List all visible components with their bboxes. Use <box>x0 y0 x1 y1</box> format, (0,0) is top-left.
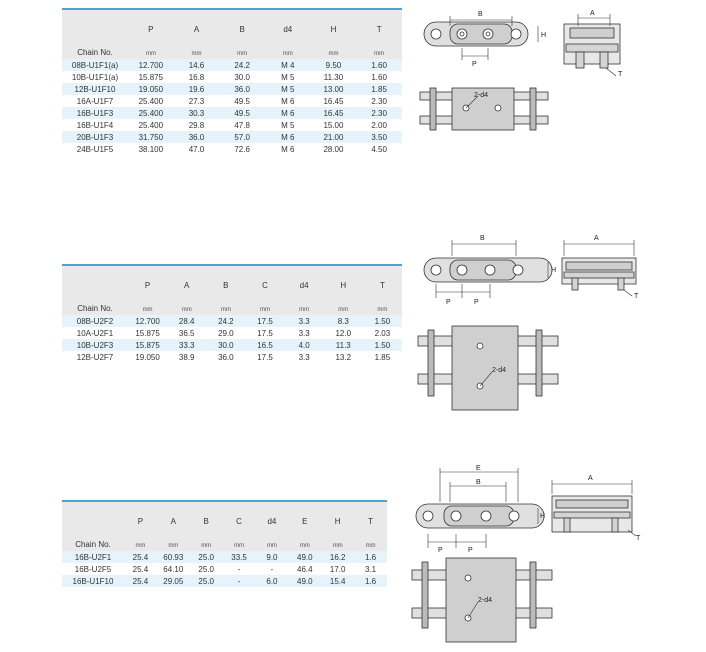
value-cell: 16.45 <box>311 95 357 107</box>
value-cell: 19.050 <box>128 351 167 363</box>
value-cell: 2.00 <box>356 119 402 131</box>
unit-cell: mm <box>288 540 321 551</box>
unit-cell: mm <box>206 304 245 315</box>
chain-no-cell: 10B-U1F1(a) <box>62 71 128 83</box>
value-cell: 30.0 <box>219 71 265 83</box>
value-cell: 29.0 <box>206 327 245 339</box>
value-cell: - <box>223 563 256 575</box>
value-cell: M 6 <box>265 95 311 107</box>
column-header: H <box>321 502 354 540</box>
chain-no-cell: 10B-U2F3 <box>62 339 128 351</box>
column-header: C <box>245 266 284 304</box>
column-header: H <box>311 10 357 48</box>
value-cell: 25.0 <box>190 575 223 587</box>
table-row <box>62 107 402 119</box>
value-cell: 36.5 <box>167 327 206 339</box>
value-cell: 36.0 <box>206 351 245 363</box>
value-cell: 3.3 <box>285 315 324 327</box>
chain-no-cell: 16B-U1F4 <box>62 119 128 131</box>
dim-label-b: B <box>478 11 483 18</box>
value-cell: 17.5 <box>245 315 284 327</box>
table-row <box>62 95 402 107</box>
value-cell: 1.50 <box>363 339 402 351</box>
table-row <box>62 71 402 83</box>
column-header: d4 <box>256 502 289 540</box>
value-cell: 31.750 <box>128 131 174 143</box>
value-cell: 30.3 <box>174 107 220 119</box>
chain-no-cell: 16B-U1F10 <box>62 575 124 587</box>
value-cell: 46.4 <box>288 563 321 575</box>
chain-no-cell: 16B-U1F3 <box>62 107 128 119</box>
column-header: T <box>356 10 402 48</box>
unit-cell: mm <box>128 304 167 315</box>
column-header: d4 <box>285 266 324 304</box>
value-cell: 25.4 <box>124 551 157 563</box>
value-cell: 33.5 <box>223 551 256 563</box>
dim-label-p: P <box>468 547 473 554</box>
unit-cell: mm <box>311 48 357 59</box>
value-cell: 12.700 <box>128 59 174 71</box>
value-cell: 47.8 <box>219 119 265 131</box>
value-cell: M 5 <box>265 71 311 83</box>
chain-no-cell: 16B-U2F1 <box>62 551 124 563</box>
value-cell: 1.6 <box>354 575 387 587</box>
chain-no-header: Chain No. <box>62 10 128 59</box>
dim-label-p: P <box>474 299 479 306</box>
chain-diagram-2 <box>406 226 706 416</box>
value-cell: - <box>256 563 289 575</box>
spec-table-3 <box>62 502 387 587</box>
unit-cell: mm <box>285 304 324 315</box>
spec-table-1 <box>62 10 402 155</box>
value-cell: 13.00 <box>311 83 357 95</box>
value-cell: M 6 <box>265 143 311 155</box>
value-cell: 49.0 <box>288 575 321 587</box>
value-cell: 24.2 <box>219 59 265 71</box>
value-cell: 21.00 <box>311 131 357 143</box>
value-cell: - <box>223 575 256 587</box>
value-cell: 25.0 <box>190 563 223 575</box>
value-cell: 15.875 <box>128 339 167 351</box>
value-cell: 3.3 <box>285 327 324 339</box>
dim-label-t: T <box>636 535 641 542</box>
dim-label-h: H <box>551 267 557 274</box>
value-cell: M 4 <box>265 59 311 71</box>
value-cell: 30.0 <box>206 339 245 351</box>
value-cell: 9.0 <box>256 551 289 563</box>
value-cell: 36.0 <box>174 131 220 143</box>
chain-no-cell: 16A-U1F7 <box>62 95 128 107</box>
column-header: T <box>363 266 402 304</box>
value-cell: 2.03 <box>363 327 402 339</box>
unit-cell: mm <box>167 304 206 315</box>
table-row <box>62 551 387 563</box>
value-cell: 36.0 <box>219 83 265 95</box>
table-row <box>62 575 387 587</box>
chain-no-cell: 08B-U1F1(a) <box>62 59 128 71</box>
spec-table-2 <box>62 266 402 363</box>
dim-label-a: A <box>594 235 599 242</box>
dim-label-p: P <box>446 299 451 306</box>
table-row <box>62 59 402 71</box>
value-cell: 12.0 <box>324 327 363 339</box>
value-cell: M 6 <box>265 131 311 143</box>
chain-no-cell: 10A-U2F1 <box>62 327 128 339</box>
chain-no-header: Chain No. <box>62 266 128 315</box>
value-cell: 4.0 <box>285 339 324 351</box>
column-header: P <box>124 502 157 540</box>
value-cell: 3.50 <box>356 131 402 143</box>
value-cell: 1.60 <box>356 59 402 71</box>
value-cell: 2.30 <box>356 107 402 119</box>
value-cell: 72.6 <box>219 143 265 155</box>
value-cell: 8.3 <box>324 315 363 327</box>
value-cell: 9.50 <box>311 59 357 71</box>
dim-label-b: B <box>480 235 485 242</box>
dim-label-t: T <box>634 293 639 300</box>
value-cell: 14.6 <box>174 59 220 71</box>
value-cell: 19.6 <box>174 83 220 95</box>
value-cell: 1.60 <box>356 71 402 83</box>
chain-no-cell: 12B-U1F10 <box>62 83 128 95</box>
column-header: A <box>174 10 220 48</box>
value-cell: 1.50 <box>363 315 402 327</box>
value-cell: 1.85 <box>356 83 402 95</box>
table-row <box>62 351 402 363</box>
value-cell: 19.050 <box>128 83 174 95</box>
column-header: B <box>206 266 245 304</box>
value-cell: 49.5 <box>219 107 265 119</box>
value-cell: 15.875 <box>128 71 174 83</box>
chain-no-cell: 24B-U1F5 <box>62 143 128 155</box>
dim-label-a: A <box>588 475 593 482</box>
value-cell: 49.5 <box>219 95 265 107</box>
value-cell: 49.0 <box>288 551 321 563</box>
value-cell: 3.1 <box>354 563 387 575</box>
value-cell: 15.00 <box>311 119 357 131</box>
value-cell: M 5 <box>265 83 311 95</box>
value-cell: 25.4 <box>124 563 157 575</box>
value-cell: 3.3 <box>285 351 324 363</box>
value-cell: 25.4 <box>124 575 157 587</box>
table-row <box>62 143 402 155</box>
value-cell: M 6 <box>265 107 311 119</box>
value-cell: 15.875 <box>128 327 167 339</box>
dim-label-h: H <box>540 513 546 520</box>
value-cell: 16.2 <box>321 551 354 563</box>
unit-cell: mm <box>363 304 402 315</box>
unit-cell: mm <box>354 540 387 551</box>
dim-label-a: A <box>590 10 595 17</box>
unit-cell: mm <box>324 304 363 315</box>
value-cell: 11.30 <box>311 71 357 83</box>
value-cell: 28.4 <box>167 315 206 327</box>
value-cell: 2.30 <box>356 95 402 107</box>
chain-no-cell: 20B-U1F3 <box>62 131 128 143</box>
unit-cell: mm <box>256 540 289 551</box>
column-header: A <box>167 266 206 304</box>
chain-diagram-3 <box>406 462 706 652</box>
value-cell: 33.3 <box>167 339 206 351</box>
table-row <box>62 327 402 339</box>
column-header: A <box>157 502 190 540</box>
value-cell: 24.2 <box>206 315 245 327</box>
column-header: d4 <box>265 10 311 48</box>
dim-label-t: T <box>618 71 623 78</box>
value-cell: 25.0 <box>190 551 223 563</box>
table-row <box>62 131 402 143</box>
chain-no-cell: 08B-U2F2 <box>62 315 128 327</box>
value-cell: 12.700 <box>128 315 167 327</box>
value-cell: 29.8 <box>174 119 220 131</box>
unit-cell: mm <box>356 48 402 59</box>
dim-label-d4: 2-d4 <box>492 367 507 374</box>
chain-diagram-1 <box>406 4 706 144</box>
table-row <box>62 339 402 351</box>
unit-cell: mm <box>265 48 311 59</box>
unit-cell: mm <box>219 48 265 59</box>
column-header: P <box>128 266 167 304</box>
unit-cell: mm <box>321 540 354 551</box>
dim-label-d4: 2-d4 <box>474 92 489 99</box>
unit-cell: mm <box>128 48 174 59</box>
dim-label-p: P <box>438 547 443 554</box>
value-cell: 17.5 <box>245 327 284 339</box>
dim-label-b: B <box>476 479 481 486</box>
dim-label-p: P <box>472 61 477 68</box>
table-row <box>62 563 387 575</box>
value-cell: 47.0 <box>174 143 220 155</box>
value-cell: 25.400 <box>128 95 174 107</box>
value-cell: M 5 <box>265 119 311 131</box>
table-row <box>62 315 402 327</box>
column-header: B <box>190 502 223 540</box>
value-cell: 6.0 <box>256 575 289 587</box>
value-cell: 1.6 <box>354 551 387 563</box>
chain-no-cell: 16B-U2F5 <box>62 563 124 575</box>
value-cell: 4.50 <box>356 143 402 155</box>
value-cell: 60.93 <box>157 551 190 563</box>
value-cell: 17.0 <box>321 563 354 575</box>
value-cell: 29.05 <box>157 575 190 587</box>
value-cell: 38.9 <box>167 351 206 363</box>
column-header: T <box>354 502 387 540</box>
table-row <box>62 119 402 131</box>
column-header: C <box>223 502 256 540</box>
value-cell: 27.3 <box>174 95 220 107</box>
value-cell: 17.5 <box>245 351 284 363</box>
value-cell: 16.45 <box>311 107 357 119</box>
unit-cell: mm <box>245 304 284 315</box>
value-cell: 28.00 <box>311 143 357 155</box>
column-header: B <box>219 10 265 48</box>
value-cell: 1.85 <box>363 351 402 363</box>
column-header: H <box>324 266 363 304</box>
unit-cell: mm <box>174 48 220 59</box>
unit-cell: mm <box>223 540 256 551</box>
value-cell: 13.2 <box>324 351 363 363</box>
unit-cell: mm <box>157 540 190 551</box>
column-header: P <box>128 10 174 48</box>
value-cell: 16.8 <box>174 71 220 83</box>
value-cell: 11.3 <box>324 339 363 351</box>
column-header: E <box>288 502 321 540</box>
value-cell: 38.100 <box>128 143 174 155</box>
unit-cell: mm <box>190 540 223 551</box>
chain-no-cell: 12B-U2F7 <box>62 351 128 363</box>
value-cell: 25.400 <box>128 119 174 131</box>
value-cell: 15.4 <box>321 575 354 587</box>
value-cell: 25.400 <box>128 107 174 119</box>
unit-cell: mm <box>124 540 157 551</box>
dim-label-h: H <box>541 32 547 39</box>
value-cell: 16.5 <box>245 339 284 351</box>
dim-label-d4: 2-d4 <box>478 597 493 604</box>
table-row <box>62 83 402 95</box>
value-cell: 64.10 <box>157 563 190 575</box>
dim-label-e: E <box>476 465 481 472</box>
value-cell: 57.0 <box>219 131 265 143</box>
chain-no-header: Chain No. <box>62 502 124 551</box>
